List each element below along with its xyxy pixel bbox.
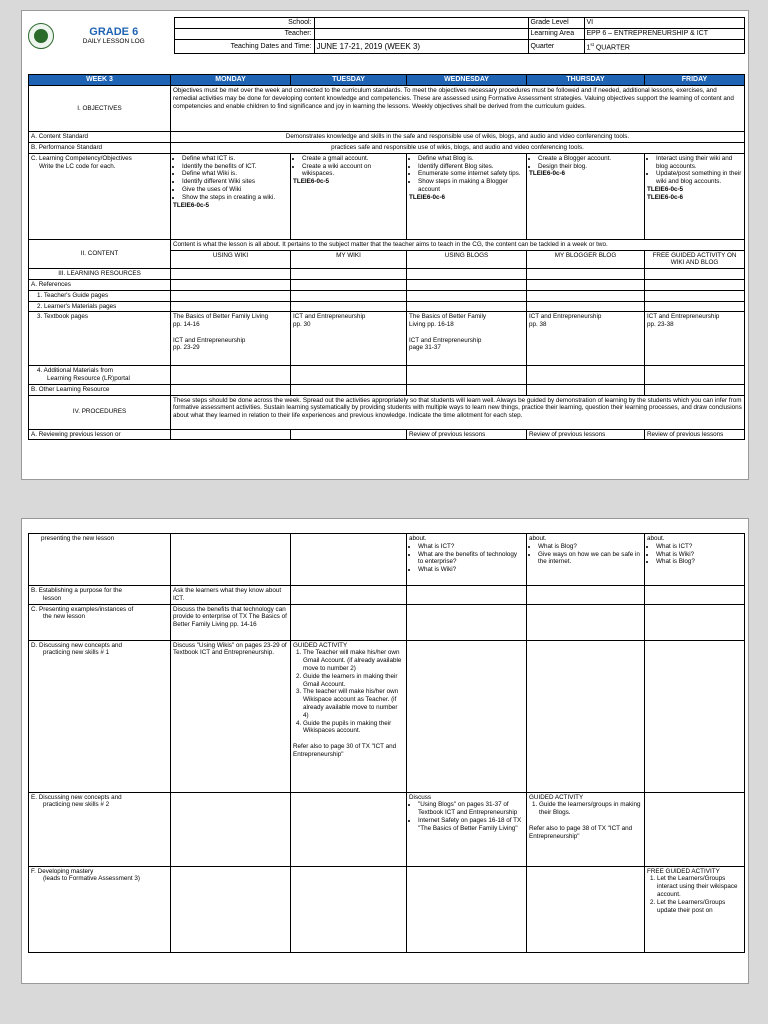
list-item: • What is Blog?: [538, 543, 642, 551]
day-friday: FRIDAY: [645, 75, 745, 86]
list-item: • What is Blog?: [656, 558, 742, 566]
content-tuesday: MY WIKI: [291, 250, 407, 269]
list-item: • Update/post something in their wiki and blog accounts.: [656, 170, 742, 186]
teacher-label: Teacher:: [174, 29, 314, 40]
list-item: 4. Guide the pupils in making their Wikispaces account.: [303, 720, 404, 736]
learning-area-label: Learning Area: [528, 29, 584, 40]
title-block: [54, 18, 174, 54]
list-item: 1. The Teacher will make his/her own Gmail Account. (if already available move to number 2): [303, 649, 404, 672]
objectives-label: I. OBJECTIVES: [29, 86, 171, 132]
lc-code: TLEIE6-0c-5: [647, 185, 684, 193]
examples-label: C. Presenting examples/instances of the new lesson: [29, 604, 171, 640]
performance-standard-text: practices safe and responsible use of wikis, blogs, and audio and video conferencing tools.: [171, 142, 745, 153]
list-item: • Create a gmail account.: [302, 155, 404, 163]
quarter-label: Quarter: [528, 40, 584, 54]
list-item: • Identify different Blog sites.: [418, 163, 524, 171]
content-monday: USING WIKI: [171, 250, 291, 269]
list-item: • What is ICT?: [418, 543, 524, 551]
performance-standard-label: B. Performance Standard: [29, 142, 171, 153]
competency-tuesday: [291, 153, 407, 239]
list-item: • Show the steps in creating a wiki.: [182, 194, 288, 202]
content-thursday: MY BLOGGER BLOG: [527, 250, 645, 269]
competency-thursday: [527, 153, 645, 239]
list-item: • What is Wiki?: [418, 566, 524, 574]
deped-seal: [28, 18, 54, 54]
list-item: • Give ways on how we can be safe in the internet.: [538, 551, 642, 567]
list-item: • Define what Blog is.: [418, 155, 524, 163]
textbook-monday: The Basics of Better Family Living pp. 14-16 ICT and Entrepreneurship pp. 23-29: [171, 312, 291, 366]
mastery-friday: FREE GUIDED ACTIVITY 1. Let the Learners/Groups interact using their wikispace account. 2. Let the Learners/Groups update their post on: [645, 866, 745, 952]
header-table: [28, 17, 745, 54]
list-item: • Enumerate some internet safety tips.: [418, 170, 524, 178]
concepts-1-tuesday: GUIDED ACTIVITY 1. The Teacher will make his/her own Gmail Account. (if already available move to number 2) 2. Guide the learners in making their Gmail Account. 3. The teacher will make his/her own Wikispace account as Teacher. (if already available move to number 4) 4. Guide the pupils in making their Wikispaces account. Refer also to page 30 of TX "ICT and Entrepreneurship": [291, 640, 407, 792]
procedures-intro: These steps should be done across the week. Spread out the activities appropriately so that students will learn well. Always be guided by demonstration of learning by the students which you can infer from formative assessment activities. Sustain learning systematically by providing students with multiple ways to learn new things, practice their learning, question their learning processes, and draw conclusions about what they learned in relation to their life experiences and previous knowledge. Indicate the time allotment for each step.: [171, 395, 745, 429]
grade-level-label: Grade Level: [528, 18, 584, 29]
content-friday: FREE GUIDED ACTIVITY ON WIKI AND BLOG: [645, 250, 745, 269]
textbook-pages-label: 3. Textbook pages: [29, 312, 171, 366]
concepts-2-wednesday: Discuss • "Using Blogs" on pages 31-37 of Textbook ICT and Entrepreneurship • Internet Safety on pages 16-18 of TX "The Basics of Better Family Living": [407, 792, 527, 866]
purpose-monday: Ask the learners what they know about ICT.: [171, 586, 291, 605]
list-item: • Define what Wiki is.: [182, 170, 288, 178]
lc-code: TLEIE6-0c-6: [409, 193, 446, 201]
seal-icon: [28, 23, 54, 49]
day-monday: MONDAY: [171, 75, 291, 86]
materials-pages-label: 2. Learner's Materials pages: [29, 301, 171, 312]
references-label: A. References: [29, 279, 171, 290]
review-label: A. Reviewing previous lesson or: [29, 429, 171, 440]
content-standard-label: A. Content Standard: [29, 132, 171, 143]
mastery-label: F. Developing mastery (leads to Formative Assessment 3): [29, 866, 171, 952]
list-item: 3. The teacher will make his/her own Wikispace account as Teacher. (if already available move to number 4): [303, 688, 404, 719]
page-1: [21, 10, 749, 480]
page-2: [21, 518, 749, 984]
review-wednesday-items: about. • What is ICT? • What are the benefits of technology to enterprise? • What is Wiki?: [407, 534, 527, 586]
review-thursday: Review of previous lessons: [527, 429, 645, 440]
textbook-tuesday: ICT and Entrepreneurship pp. 30: [291, 312, 407, 366]
list-item: • Design their blog.: [538, 163, 642, 171]
content-wednesday: USING BLOGS: [407, 250, 527, 269]
grade-level-value: VI: [584, 18, 744, 29]
purpose-label: B. Establishing a purpose for the lesson: [29, 586, 171, 605]
lc-code: TLEIE6-0c-5: [173, 201, 210, 209]
list-item: • Internet Safety on pages 16-18 of TX "The Basics of Better Family Living": [418, 817, 524, 833]
review-thursday-items: about. • What is Blog? • Give ways on how we can be safe in the internet.: [527, 534, 645, 586]
list-item: • Define what ICT is.: [182, 155, 288, 163]
content-label: II. CONTENT: [29, 239, 171, 268]
objectives-text: Objectives must be met over the week and connected to the curriculum standards. To meet the objectives necessary procedures must be followed and if needed, additional lessons, exercises, and remedial activities may be done for developing content knowledge and competencies. These are assessed using Formative Assessment strategies. Valuing objectives support the learning of content and competencies and enable children to find significance and joy in learning the lessons. Weekly objectives shall be derived from the curriculum guides.: [171, 86, 745, 132]
competency-wednesday: [407, 153, 527, 239]
school-value: [314, 18, 528, 29]
quarter-value: 1st QUARTER: [584, 40, 744, 54]
concepts-1-monday: Discuss "Using Wikis" on pages 23-29 of Textbook ICT and Entrepreneurship.: [171, 640, 291, 792]
list-item: 2. Guide the learners in making their Gmail Account.: [303, 673, 404, 689]
competency-monday: [171, 153, 291, 239]
guide-pages-label: 1. Teacher's Guide pages: [29, 290, 171, 301]
textbook-friday: ICT and Entrepreneurship pp. 23-38: [645, 312, 745, 366]
concepts-2-label: E. Discussing new concepts and practicing new skills # 2: [29, 792, 171, 866]
concepts-1-label: D. Discussing new concepts and practicing new skills # 1: [29, 640, 171, 792]
list-item: • What are the benefits of technology to enterprise?: [418, 551, 524, 567]
list-item: 2. Let the Learners/Groups update their post on: [657, 899, 742, 915]
examples-monday: Discuss the benefits that technology can provide to enterprise of TX The Basics of Better Family Living pp. 14-16: [171, 604, 291, 640]
list-item: • Identify the benefits of ICT.: [182, 163, 288, 171]
teacher-value: [314, 29, 528, 40]
week-header: WEEK 3: [29, 75, 171, 86]
day-tuesday: TUESDAY: [291, 75, 407, 86]
list-item: 1. Let the Learners/Groups interact using their wikispace account.: [657, 875, 742, 898]
dates-value: JUNE 17-21, 2019 (WEEK 3): [314, 40, 528, 54]
lesson-table: [28, 74, 745, 440]
lc-code: TLEIE6-0c-6: [647, 193, 684, 201]
list-item: • Show steps in making a Blogger account: [418, 178, 524, 194]
additional-materials-label: 4. Additional Materials from Learning Resource (LR)portal: [29, 366, 171, 385]
content-standard-text: Demonstrates knowledge and skills in the safe and responsible use of wikis, blogs, and audio and video conferencing tools.: [171, 132, 745, 143]
dates-label: Teaching Dates and Time:: [174, 40, 314, 54]
procedures-table: [28, 533, 745, 953]
lc-code: TLEIE6-0c-6: [529, 170, 566, 178]
list-item: • What is ICT?: [656, 543, 742, 551]
list-item: • Create a wiki account on wikispaces.: [302, 163, 404, 179]
list-item: • What is Wiki?: [656, 551, 742, 559]
competency-label: C. Learning Competency/Objectives Write the LC code for each.: [29, 153, 171, 239]
content-intro: Content is what the lesson is all about. It pertains to the subject matter that the teacher aims to teach in the CG, the content can be tackled in a week or two.: [171, 239, 745, 250]
day-wednesday: WEDNESDAY: [407, 75, 527, 86]
list-item: • Identify different Wiki sites: [182, 178, 288, 186]
list-item: • Interact using their wiki and blog accounts.: [656, 155, 742, 171]
resources-label: III. LEARNING RESOURCES: [29, 269, 171, 280]
concepts-2-thursday: GUIDED ACTIVITY 1. Guide the learners/groups in making their Blogs. Refer also to page 38 of TX "ICT and Entrepreneurship": [527, 792, 645, 866]
review-label-cont: presenting the new lesson: [29, 534, 171, 586]
list-item: 1. Guide the learners/groups in making their Blogs.: [539, 801, 642, 817]
textbook-thursday: ICT and Entrepreneurship pp. 38: [527, 312, 645, 366]
list-item: • Create a Blogger account.: [538, 155, 642, 163]
other-resource-label: B. Other Learning Resource: [29, 384, 171, 395]
school-label: School:: [174, 18, 314, 29]
review-wednesday: Review of previous lessons: [407, 429, 527, 440]
procedures-label: IV. PROCEDURES: [29, 395, 171, 429]
review-friday: Review of previous lessons: [645, 429, 745, 440]
competency-friday: [645, 153, 745, 239]
grade-title: GRADE 6: [89, 25, 139, 38]
lc-code: TLEIE6-0c-5: [293, 178, 330, 186]
learning-area-value: EPP 6 – ENTREPRENEURSHIP & ICT: [584, 29, 744, 40]
list-item: • "Using Blogs" on pages 31-37 of Textbook ICT and Entrepreneurship: [418, 801, 524, 817]
day-thursday: THURSDAY: [527, 75, 645, 86]
textbook-wednesday: The Basics of Better Family Living pp. 16-18 ICT and Entrepreneurship page 31-37: [407, 312, 527, 366]
log-title: DAILY LESSON LOG: [82, 37, 145, 45]
review-friday-items: about. • What is ICT? • What is Wiki? • What is Blog?: [645, 534, 745, 586]
list-item: • Give the uses of Wiki: [182, 186, 288, 194]
